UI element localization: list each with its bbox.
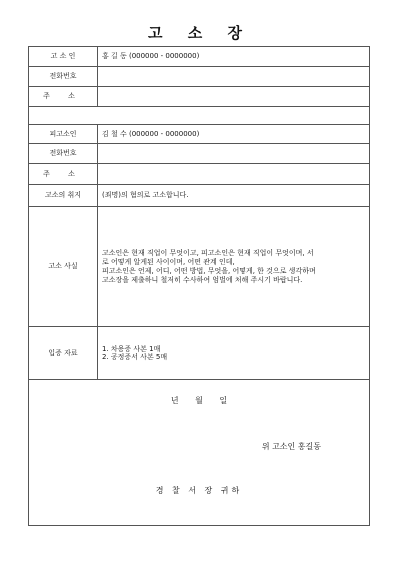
- complainant-name-row: [29, 47, 370, 67]
- evidence-item: 2. 공정증서 사본 5매: [102, 353, 168, 361]
- facts-line: 로 어떻게 알게된 사이이며, 어떤 관계 인데,: [102, 257, 235, 266]
- complainant-address-row: [29, 87, 370, 107]
- accused-phone-label: 전화번호: [29, 144, 98, 164]
- evidence-list: [98, 327, 370, 380]
- accused-name-value: 김 철 수 (000000 - 0000000): [98, 125, 370, 144]
- evidence-row: [29, 327, 370, 380]
- footer-row: [29, 380, 370, 526]
- facts-line: 고소인은 현재 직업이 무엇이고, 피고소인은 현재 직업이 무엇이며, 서: [102, 248, 314, 257]
- evidence-item: 1. 차용증 사본 1매: [102, 344, 161, 353]
- facts-line: 고소장을 제출하니 철저히 수사하여 엄벌에 처해 주시기 바랍니다.: [102, 275, 303, 284]
- footer-block: [29, 380, 369, 525]
- complainant-name-label: 고 소 인: [29, 47, 98, 67]
- evidence-label: 입증 자료: [29, 327, 98, 380]
- purpose-label: 고소의 취지: [29, 185, 98, 207]
- accused-phone-value: [98, 144, 370, 164]
- complainant-phone-row: [29, 67, 370, 87]
- complainant-address-label: 주 소: [29, 87, 98, 107]
- accused-name-row: [29, 125, 370, 144]
- facts-body: [98, 207, 370, 327]
- complainant-phone-label: 전화번호: [29, 67, 98, 87]
- document-title: 고 소 장: [148, 24, 252, 42]
- accused-address-value: [98, 164, 370, 185]
- complaint-form-table: [28, 46, 370, 526]
- complainant-name-value: 홍 길 동 (000000 - 0000000): [98, 47, 370, 67]
- complainant-phone-value: [98, 67, 370, 87]
- facts-label: 고소 사실: [29, 207, 98, 327]
- purpose-value: (죄명)의 혐의로 고소합니다.: [98, 185, 370, 207]
- accused-phone-row: [29, 144, 370, 164]
- separator-cell: [29, 107, 370, 125]
- separator-row: [29, 107, 370, 125]
- signature-line: 위 고소인 홍길동: [261, 442, 321, 451]
- facts-line: 피고소인은 언제, 어디, 어떤 방법, 무엇을, 어떻게, 한 것으로 생각하며: [102, 266, 316, 275]
- footer-cell: [29, 380, 370, 526]
- accused-address-row: [29, 164, 370, 185]
- accused-name-label: 피고소인: [29, 125, 98, 144]
- purpose-row: [29, 185, 370, 207]
- accused-address-label: 주 소: [29, 164, 98, 185]
- facts-row: [29, 207, 370, 327]
- addressee-line: 경 찰 서 장 귀하: [155, 486, 243, 495]
- complainant-address-value: [98, 87, 370, 107]
- date-line: 년 월 일: [170, 396, 228, 405]
